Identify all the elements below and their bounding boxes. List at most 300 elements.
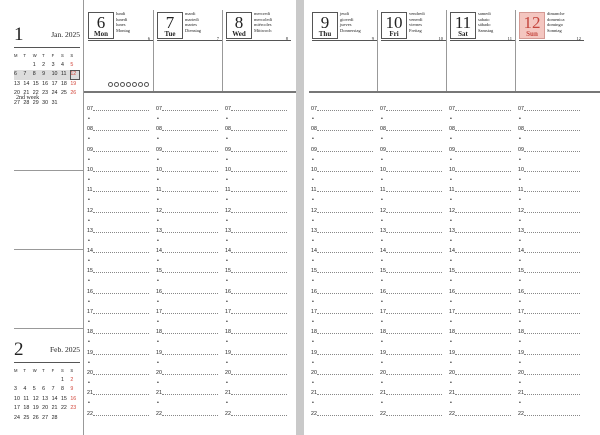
half-hour-dot: • xyxy=(226,217,228,224)
calendar-day: 28 xyxy=(51,414,58,421)
day-name-translation: jueves xyxy=(340,22,352,28)
day-column[interactable] xyxy=(516,10,584,91)
hour-label: 16 xyxy=(518,288,524,295)
hour-label: 07 xyxy=(311,106,317,112)
hour-line xyxy=(455,171,511,172)
half-hour-dot: • xyxy=(381,116,383,122)
day-header-rule xyxy=(88,40,153,41)
calendar-day: 26 xyxy=(32,414,39,421)
half-hour-dot: • xyxy=(157,197,159,204)
hour-label: 15 xyxy=(449,268,455,275)
header-divider xyxy=(84,91,296,93)
hour-label: 10 xyxy=(518,166,524,173)
hour-label: 15 xyxy=(225,268,231,275)
weekday-header: S xyxy=(60,368,64,373)
day-header-rule xyxy=(226,40,291,41)
hour-label: 08 xyxy=(449,126,455,133)
hour-line xyxy=(455,151,511,152)
hour-line xyxy=(524,151,580,152)
half-hour-dot: • xyxy=(381,298,383,305)
hour-label: 22 xyxy=(518,410,524,417)
calendar-day: 18 xyxy=(23,405,30,412)
calendar-divider xyxy=(14,47,80,48)
day-column[interactable] xyxy=(223,10,291,91)
hour-line xyxy=(93,313,149,314)
week-number: 12 xyxy=(576,36,581,41)
hour-line xyxy=(524,293,580,294)
hour-label: 18 xyxy=(518,329,524,336)
calendar-day: 3 xyxy=(14,386,17,393)
hour-line xyxy=(386,374,442,375)
hour-label: 10 xyxy=(311,166,317,173)
week-number: 7 xyxy=(216,36,219,41)
day-name-translation: Sonntag xyxy=(547,28,562,34)
half-hour-dot: • xyxy=(450,319,452,325)
hour-line xyxy=(162,232,218,233)
hour-line xyxy=(455,313,511,314)
hour-line xyxy=(386,333,442,334)
hour-line xyxy=(524,354,580,355)
calendar-day: 15 xyxy=(60,395,67,402)
weekday-abbr: Thu xyxy=(318,30,332,38)
half-hour-dot: • xyxy=(450,136,452,143)
calendar-day: 20 xyxy=(42,405,49,412)
hour-label: 08 xyxy=(156,126,162,133)
day-name-translation: mercredi xyxy=(254,11,270,16)
hour-label: 17 xyxy=(380,309,386,315)
half-hour-dot: • xyxy=(312,339,314,346)
half-hour-dot: • xyxy=(312,258,314,265)
sidebar-rule xyxy=(14,170,83,171)
half-hour-dot: • xyxy=(450,298,452,305)
hour-label: 21 xyxy=(311,390,317,397)
hour-label: 20 xyxy=(380,369,386,376)
half-hour-dot: • xyxy=(226,400,228,407)
hour-label: 15 xyxy=(156,268,162,275)
half-hour-dot: • xyxy=(312,136,314,143)
day-column[interactable] xyxy=(154,10,223,91)
half-hour-dot: • xyxy=(312,298,314,305)
day-column[interactable] xyxy=(309,10,378,91)
calendar-day: 22 xyxy=(60,405,67,412)
calendar-day xyxy=(14,376,23,386)
hour-label: 14 xyxy=(311,248,317,255)
calendar-day: 4 xyxy=(60,61,64,68)
month-label: Jan. 2025 xyxy=(51,30,80,39)
hour-line xyxy=(162,354,218,355)
hour-line xyxy=(93,354,149,355)
hour-line xyxy=(162,394,218,395)
hour-line xyxy=(93,130,149,131)
hour-label: 15 xyxy=(380,268,386,275)
hour-label: 12 xyxy=(518,207,524,214)
half-hour-dot: • xyxy=(312,176,314,183)
day-number: 12 xyxy=(523,13,541,32)
hour-label: 11 xyxy=(518,187,524,194)
hour-label: 11 xyxy=(449,187,455,194)
half-hour-dot: • xyxy=(381,258,383,265)
half-hour-dot: • xyxy=(157,298,159,305)
calendar-day: 25 xyxy=(60,90,67,97)
calendar-day: 19 xyxy=(32,405,39,412)
hour-label: 18 xyxy=(311,329,317,336)
calendar-divider xyxy=(14,362,80,363)
calendar-day: 15 xyxy=(32,80,39,87)
hour-label: 20 xyxy=(87,369,93,376)
hour-line xyxy=(93,333,149,334)
weekday-header: S xyxy=(70,53,74,58)
hour-line xyxy=(455,191,511,192)
half-hour-dot: • xyxy=(88,319,90,325)
header-divider xyxy=(309,91,600,93)
day-names xyxy=(116,11,130,34)
hour-label: 16 xyxy=(311,288,317,295)
half-hour-dot: • xyxy=(381,136,383,143)
half-hour-dot: • xyxy=(226,359,228,366)
half-hour-dot: • xyxy=(157,379,159,386)
date-box xyxy=(312,12,338,39)
hour-line xyxy=(317,354,373,355)
hour-label: 12 xyxy=(156,207,162,214)
hour-label: 07 xyxy=(449,106,455,112)
hour-label: 11 xyxy=(87,187,93,194)
half-hour-dot: • xyxy=(226,136,228,143)
hour-line xyxy=(231,293,287,294)
day-name-translation: giovedì xyxy=(340,16,354,22)
hour-label: 19 xyxy=(225,349,231,356)
hour-line xyxy=(93,191,149,192)
hour-line xyxy=(317,130,373,131)
hour-label: 09 xyxy=(87,146,93,153)
calendar-day: 6 xyxy=(42,386,46,393)
hour-label: 10 xyxy=(156,166,162,173)
half-hour-dot: • xyxy=(519,298,521,305)
weekday-header: T xyxy=(23,53,26,58)
hour-label: 18 xyxy=(156,329,162,336)
hour-line xyxy=(93,252,149,253)
calendar-day: 8 xyxy=(60,386,64,393)
calendar-day: 23 xyxy=(70,405,77,412)
hour-line xyxy=(231,151,287,152)
hour-label: 11 xyxy=(380,187,386,194)
hour-label: 07 xyxy=(156,106,162,112)
weekday-abbr: Sun xyxy=(526,30,538,38)
hour-label: 14 xyxy=(449,248,455,255)
hour-label: 07 xyxy=(518,106,524,112)
calendar-day: 13 xyxy=(42,395,49,402)
calendar-day: 2 xyxy=(70,376,74,383)
hour-line xyxy=(317,151,373,152)
hour-line xyxy=(93,110,149,111)
half-hour-dot: • xyxy=(381,278,383,285)
half-hour-dot: • xyxy=(226,116,228,122)
calendar-day: 5 xyxy=(70,61,74,68)
hour-line xyxy=(455,354,511,355)
hour-label: 13 xyxy=(225,227,231,234)
hour-line xyxy=(162,293,218,294)
calendar-day: 14 xyxy=(51,395,58,402)
hour-label: 10 xyxy=(225,166,231,173)
hour-line xyxy=(93,171,149,172)
calendar-day xyxy=(52,376,61,386)
hour-line xyxy=(386,110,442,111)
hour-label: 17 xyxy=(518,309,524,315)
hour-label: 09 xyxy=(225,146,231,153)
calendar-day: 3 xyxy=(51,61,55,68)
hour-line xyxy=(524,130,580,131)
hour-line xyxy=(317,293,373,294)
hour-line xyxy=(524,110,580,111)
hour-label: 08 xyxy=(380,126,386,133)
hour-label: 14 xyxy=(87,248,93,255)
hour-label: 07 xyxy=(225,106,231,112)
day-header-rule xyxy=(381,40,446,41)
half-hour-dot: • xyxy=(226,379,228,386)
hour-line xyxy=(524,232,580,233)
hour-label: 09 xyxy=(518,146,524,153)
hour-line xyxy=(524,313,580,314)
half-hour-dot: • xyxy=(450,237,452,244)
calendar-day: 21 xyxy=(23,90,30,97)
day-column[interactable] xyxy=(447,10,516,91)
hour-label: 22 xyxy=(87,410,93,417)
hour-line xyxy=(386,212,442,213)
calendar-day: 1 xyxy=(32,61,36,68)
calendar-day xyxy=(70,414,79,424)
day-name-translation: martes xyxy=(185,22,197,28)
half-hour-dot: • xyxy=(157,176,159,183)
half-hour-dot: • xyxy=(88,379,90,386)
month-number: 1 xyxy=(14,24,24,45)
calendar-day: 8 xyxy=(33,70,42,80)
day-name-translation: samedi xyxy=(478,11,491,16)
hour-line xyxy=(524,394,580,395)
day-name-translation: venerdì xyxy=(409,16,423,22)
hour-label: 16 xyxy=(449,288,455,295)
half-hour-dot: • xyxy=(312,217,314,224)
day-name-translation: Samstag xyxy=(478,28,494,34)
calendar-day: 17 xyxy=(51,80,58,87)
half-hour-dot: • xyxy=(450,400,452,407)
day-name-translation: domenica xyxy=(547,16,565,22)
hour-label: 16 xyxy=(225,288,231,295)
day-names xyxy=(478,11,493,34)
calendar-day: 6 xyxy=(14,70,23,80)
hour-line xyxy=(386,151,442,152)
hour-label: 16 xyxy=(87,288,93,295)
month-label: Feb. 2025 xyxy=(50,345,80,354)
half-hour-dot: • xyxy=(312,400,314,407)
hour-label: 22 xyxy=(380,410,386,417)
half-hour-dot: • xyxy=(88,339,90,346)
hour-line xyxy=(524,272,580,273)
hour-line xyxy=(455,272,511,273)
hour-line xyxy=(524,191,580,192)
hour-line xyxy=(386,272,442,273)
half-hour-dot: • xyxy=(157,156,159,163)
half-hour-dot: • xyxy=(88,217,90,224)
hour-label: 14 xyxy=(380,248,386,255)
calendar-day: 16 xyxy=(70,395,77,402)
hour-line xyxy=(93,415,149,416)
hour-label: 18 xyxy=(380,329,386,336)
calendar-day: 10 xyxy=(52,70,61,80)
calendar-grid xyxy=(14,366,80,424)
calendar-day: 4 xyxy=(23,386,27,393)
hour-label: 21 xyxy=(225,390,231,397)
day-name-translation: Donnerstag xyxy=(340,28,361,34)
hour-line xyxy=(231,130,287,131)
day-name-translation: domingo xyxy=(547,22,564,28)
half-hour-dot: • xyxy=(450,156,452,163)
half-hour-dot: • xyxy=(226,258,228,265)
day-header-rule xyxy=(157,40,222,41)
hour-line xyxy=(162,415,218,416)
hour-label: 21 xyxy=(518,390,524,397)
half-hour-dot: • xyxy=(157,116,159,122)
calendar-day: 23 xyxy=(42,90,49,97)
weekday-abbr: Fri xyxy=(389,30,399,38)
right-page xyxy=(304,0,600,435)
hour-line xyxy=(386,130,442,131)
half-hour-dot: • xyxy=(381,217,383,224)
half-hour-dot: • xyxy=(519,400,521,407)
calendar-day: 7 xyxy=(23,70,32,80)
mini-calendar-february xyxy=(14,339,80,421)
hour-line xyxy=(162,313,218,314)
date-box xyxy=(519,12,545,39)
hour-line xyxy=(317,333,373,334)
half-hour-dot: • xyxy=(226,176,228,183)
hour-line xyxy=(386,191,442,192)
half-hour-dot: • xyxy=(519,359,521,366)
half-hour-dot: • xyxy=(450,359,452,366)
hour-label: 11 xyxy=(311,187,317,194)
half-hour-dot: • xyxy=(226,156,228,163)
hour-label: 18 xyxy=(449,329,455,336)
week-number: 9 xyxy=(371,36,374,41)
date-box xyxy=(450,12,476,39)
half-hour-dot: • xyxy=(519,237,521,244)
hour-label: 17 xyxy=(311,309,317,315)
weekday-header: T xyxy=(42,53,45,58)
calendar-day: 28 xyxy=(23,99,30,106)
hour-line xyxy=(317,212,373,213)
calendar-day xyxy=(23,376,32,386)
half-hour-dot: • xyxy=(226,319,228,325)
hour-label: 13 xyxy=(449,227,455,234)
hour-line xyxy=(455,212,511,213)
half-hour-dot: • xyxy=(381,359,383,366)
hour-label: 18 xyxy=(225,329,231,336)
hour-line xyxy=(317,252,373,253)
half-hour-dot: • xyxy=(157,217,159,224)
hour-line xyxy=(162,110,218,111)
hour-line xyxy=(455,130,511,131)
week-number: 11 xyxy=(507,36,512,41)
calendar-day: 7 xyxy=(51,386,55,393)
hour-label: 13 xyxy=(380,227,386,234)
hour-label: 17 xyxy=(156,309,162,315)
hour-label: 10 xyxy=(87,166,93,173)
week-number: 6 xyxy=(147,36,150,41)
hour-line xyxy=(231,394,287,395)
hour-label: 17 xyxy=(87,309,93,315)
calendar-day: 10 xyxy=(14,395,20,402)
day-name-translation: Mittwoch xyxy=(254,28,272,34)
hour-line xyxy=(386,313,442,314)
day-name-translation: jeudi xyxy=(340,11,349,16)
hour-label: 18 xyxy=(87,329,93,336)
day-column[interactable] xyxy=(85,10,154,91)
day-column[interactable] xyxy=(378,10,447,91)
half-hour-dot: • xyxy=(88,298,90,305)
hour-label: 07 xyxy=(87,106,93,112)
hour-label: 15 xyxy=(518,268,524,275)
half-hour-dot: • xyxy=(519,197,521,204)
hour-line xyxy=(524,374,580,375)
calendar-day: 14 xyxy=(23,80,30,87)
half-hour-dot: • xyxy=(226,278,228,285)
week-number: 10 xyxy=(438,36,443,41)
half-hour-dot: • xyxy=(519,217,521,224)
half-hour-dot: • xyxy=(88,278,90,285)
calendar-day: 13 xyxy=(14,80,20,87)
half-hour-dot: • xyxy=(312,116,314,122)
hour-label: 08 xyxy=(311,126,317,133)
week-label: 2nd week xyxy=(16,95,40,101)
hour-label: 15 xyxy=(311,268,317,275)
day-name-translation: lunedì xyxy=(116,16,128,22)
weekday-header: W xyxy=(32,368,37,373)
hour-label: 19 xyxy=(449,349,455,356)
half-hour-dot: • xyxy=(312,379,314,386)
half-hour-dot: • xyxy=(381,319,383,325)
day-name-translation: Freitag xyxy=(409,28,422,34)
hour-line xyxy=(231,313,287,314)
binding-spine xyxy=(296,0,304,435)
half-hour-dot: • xyxy=(450,217,452,224)
half-hour-dot: • xyxy=(450,176,452,183)
calendar-day: 30 xyxy=(42,99,49,106)
hour-label: 22 xyxy=(311,410,317,417)
left-page xyxy=(0,0,296,435)
hour-line xyxy=(386,252,442,253)
day-name-translation: Dienstag xyxy=(185,28,201,34)
hour-label: 09 xyxy=(156,146,162,153)
hour-line xyxy=(231,272,287,273)
hour-label: 12 xyxy=(225,207,231,214)
hour-label: 20 xyxy=(518,369,524,376)
hour-line xyxy=(231,333,287,334)
half-hour-dot: • xyxy=(450,197,452,204)
calendar-day: 29 xyxy=(32,99,39,106)
hour-label: 08 xyxy=(225,126,231,133)
hour-line xyxy=(93,272,149,273)
hour-label: 12 xyxy=(87,207,93,214)
weekday-abbr: Tue xyxy=(164,30,176,38)
calendar-day xyxy=(23,61,32,71)
hour-label: 19 xyxy=(380,349,386,356)
hour-label: 13 xyxy=(87,227,93,234)
hour-line xyxy=(317,415,373,416)
half-hour-dot: • xyxy=(88,197,90,204)
hour-line xyxy=(162,374,218,375)
weekday-abbr: Sat xyxy=(458,30,468,38)
day-number: 8 xyxy=(234,13,244,32)
hour-line xyxy=(317,191,373,192)
half-hour-dot: • xyxy=(88,176,90,183)
